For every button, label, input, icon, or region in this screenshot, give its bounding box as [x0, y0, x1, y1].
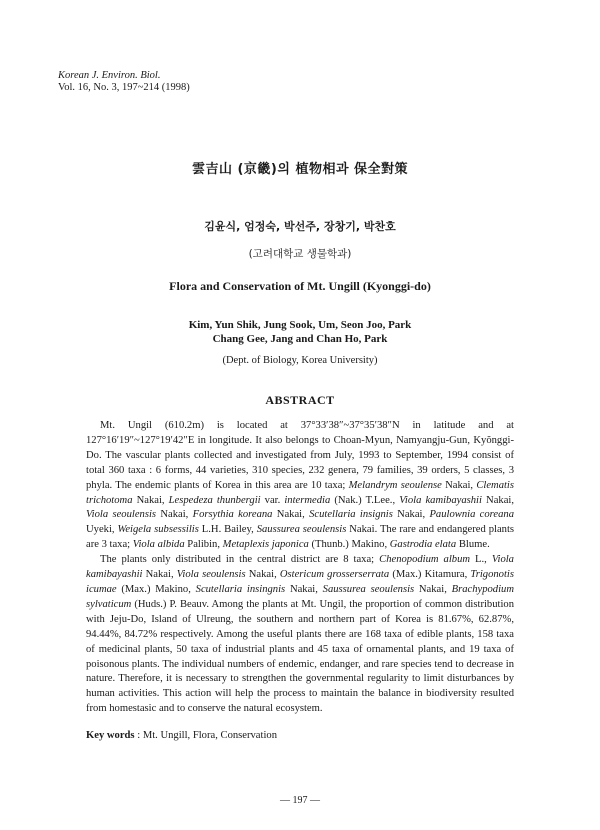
keywords-separator: :	[134, 730, 143, 741]
abstract-text: (Nak.) T.Lee.,	[330, 494, 400, 506]
abstract-text: Palibin,	[184, 539, 223, 551]
species-name: Lespedeza thunbergii	[168, 494, 261, 506]
abstract-text: Nakai,	[285, 583, 323, 595]
species-name: Weigela subsessilis	[117, 524, 199, 536]
abstract-text: Nakai,	[272, 509, 310, 521]
species-name: Viola seoulensis	[86, 509, 157, 521]
keywords-text: Mt. Ungill, Flora, Conservation	[142, 730, 277, 741]
keywords-label: Key words	[86, 730, 135, 741]
abstract-text: Mt. Ungil (610.2m) is located at 37°33′38″~37°35′38″N in latitude and at 127°16′19″~127°19′42″E in longitude. It also belongs to Choan-Myun, Namyangju-Gun, Kyŏnggi-Do. The vascular plants collected and investigated from July, 1993 to September, 1994 consist of total 360 taxa : 6 forms, 44 varieties, 310 species, 232 genera, 79 families, 39 orders, 5 classes, 3 phyla. The endemic plants of Korea in this area are 10 taxa;	[86, 420, 514, 491]
abstract-text: var.	[260, 494, 285, 506]
abstract-text: Nakai. The rare and endangered plants are 3 taxa;	[86, 524, 515, 551]
english-affiliation: (Dept. of Biology, Korea University)	[222, 355, 378, 366]
page-number: — 197 —	[280, 795, 320, 806]
species-name: Clematis trichotoma	[86, 479, 514, 506]
english-authors-line2: Chang Gee, Jang and Chan Ho, Park	[212, 333, 388, 345]
abstract-text: L.,	[470, 554, 492, 566]
korean-title: 雲吉山 (京畿)의 植物相과 保全對策	[191, 162, 409, 177]
abstract-text: Uyeki,	[86, 524, 118, 536]
species-name: Scutellaria insingnis	[195, 583, 286, 595]
abstract-text: Blume.	[456, 539, 490, 551]
species-name: Trigonotis icumae	[86, 569, 514, 595]
english-title: Flora and Conservation of Mt. Ungill (Kyonggi-do)	[169, 279, 431, 293]
abstract-body	[86, 419, 514, 717]
species-name: Scutellaria insignis	[309, 509, 393, 521]
abstract-text: The plants only distributed in the central district are 8 taxa;	[100, 554, 380, 566]
abstract-text: Nakai,	[156, 509, 193, 521]
species-name: Brachypodium sylvaticum	[86, 583, 514, 610]
journal-volume: Vol. 16, No. 3, 197~214 (1998)	[58, 82, 190, 93]
abstract-text: L.H. Bailey,	[198, 524, 257, 536]
korean-affiliation: (고려대학교 생물학과)	[248, 248, 352, 260]
species-name: Viola albida	[132, 539, 185, 551]
abstract-text: Nakai,	[392, 509, 430, 521]
korean-authors: 김윤식, 엄정숙, 박선주, 장창기, 박찬호	[204, 220, 396, 233]
abstract-text: Nakai,	[245, 569, 280, 581]
species-name: Ostericum grosserserrata	[279, 569, 390, 581]
species-name: Viola kamibayashii	[86, 554, 514, 581]
species-name: Forsythia koreana	[192, 509, 273, 521]
species-name: Viola kamibayashii	[399, 494, 482, 506]
journal-name: Korean J. Environ. Biol.	[58, 70, 161, 81]
keywords-line	[86, 730, 277, 741]
abstract-text: Nakai,	[481, 494, 514, 506]
english-authors-line1: Kim, Yun Shik, Jung Sook, Um, Seon Joo, Park	[188, 319, 412, 331]
species-name: intermedia	[284, 494, 331, 506]
species-name: Melandrym seoulense	[348, 479, 442, 491]
species-name: Paulownia coreana	[429, 509, 515, 521]
species-name: Viola seoulensis	[176, 569, 246, 581]
species-name: Saussurea seoulensis	[256, 524, 347, 536]
abstract-text: Nakai,	[414, 583, 452, 595]
abstract-paragraph-2	[86, 553, 514, 717]
english-authors	[0, 318, 600, 346]
species-name: Saussurea seoulensis	[322, 583, 415, 595]
abstract-heading: ABSTRACT	[265, 393, 335, 407]
abstract-paragraph-1	[86, 419, 514, 553]
abstract-text: Nakai,	[441, 479, 477, 491]
species-name: Chenopodium album	[379, 554, 471, 566]
abstract-text: (Max.) Kitamura,	[389, 569, 471, 581]
abstract-text: (Thunb.) Makino,	[308, 539, 390, 551]
abstract-text: Nakai,	[142, 569, 177, 581]
journal-header	[58, 70, 190, 94]
species-name: Metaplexis japonica	[222, 539, 309, 551]
abstract-text: (Huds.) P. Beauv. Among the plants at Mt. Ungil, the proportion of common distribution with Jeju-Do, Island of Ulreung, the southern and northern part of Korea is 81.67%, 62.87%, 94.44%, 84.72% respectively. Among the useful plants there are 168 taxa of edible plants, 158 taxa of medicinal plants, 50 taxa of industrial plants and 45 taxa of ornamental plants, and 19 taxa of poisonous plants. The individual numbers of endemic, endanger, and rare species tend to decrease in nature. Therefore, it is necessary to strengthen the governmental regularity to limit disturbances by human activities. This action will help the process to maintain the balance in biodiversity resulted from homestasic and to conserve the natural ecosystem.	[86, 598, 514, 715]
abstract-text: Nakai,	[132, 494, 169, 506]
species-name: Gastrodia elata	[389, 539, 457, 551]
abstract-text: (Max.) Makino,	[116, 583, 196, 595]
